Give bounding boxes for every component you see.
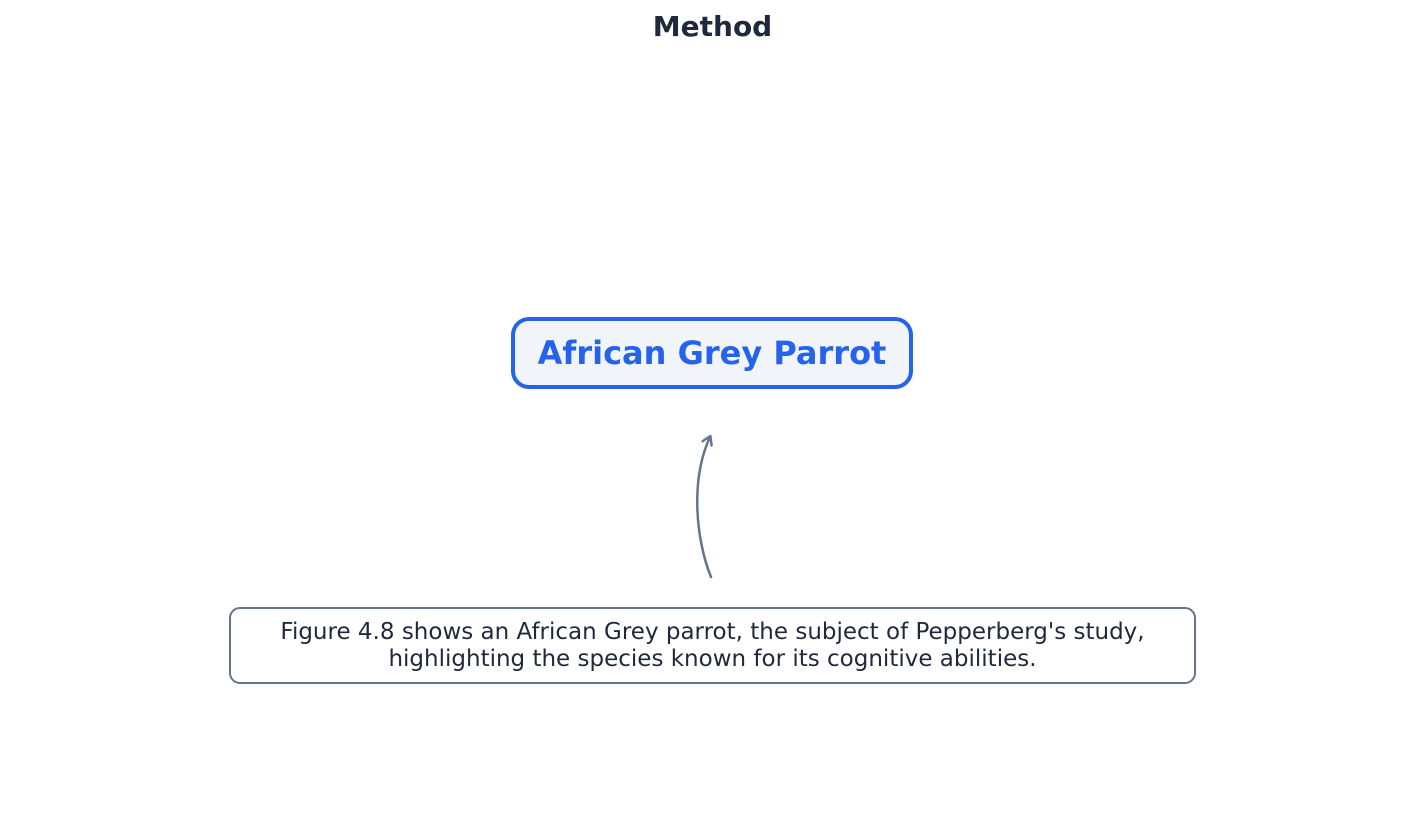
caption-box xyxy=(229,607,1196,684)
main-node-label: African Grey Parrot xyxy=(537,334,887,372)
main-node xyxy=(511,317,913,389)
caption-line-1: Figure 4.8 shows an African Grey parrot, the subject of Pepperberg's study, xyxy=(280,618,1145,645)
caption-line-2: highlighting the species known for its cognitive abilities. xyxy=(388,645,1037,672)
arrow-path xyxy=(697,437,711,577)
diagram-title: Method xyxy=(652,10,773,43)
